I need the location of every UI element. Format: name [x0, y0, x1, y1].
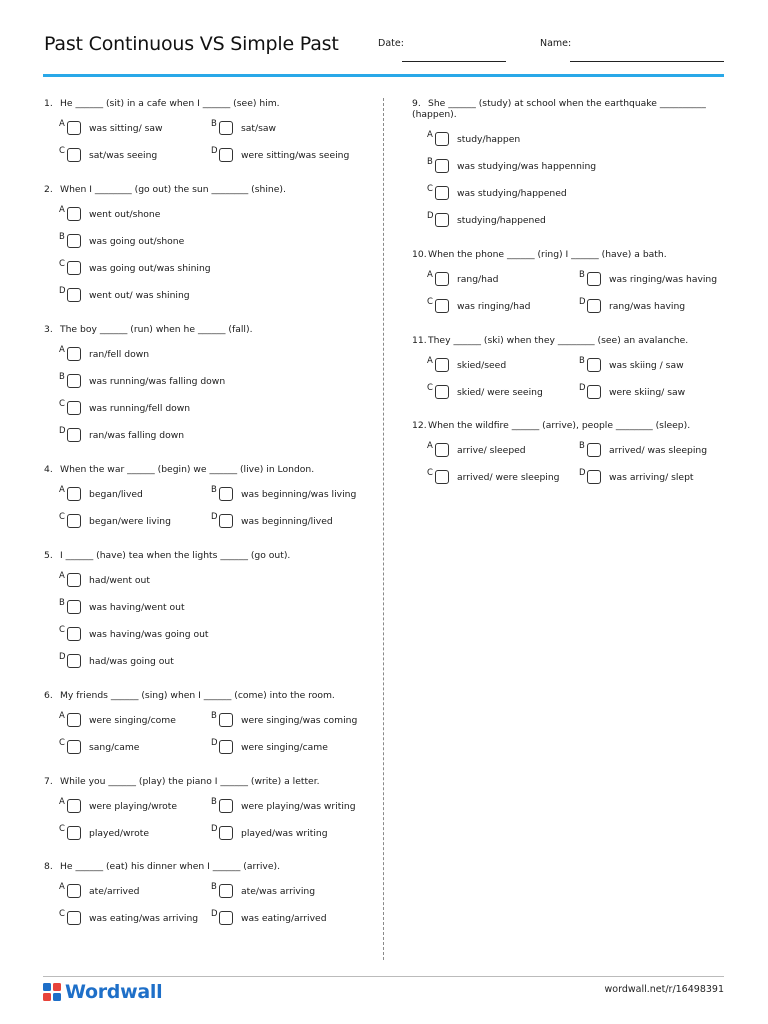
option-label: was studying/was happenning — [457, 161, 597, 172]
option-label: studying/happened — [457, 215, 546, 226]
question-number: 6. — [44, 690, 53, 701]
question-text — [44, 98, 280, 109]
question-text — [412, 335, 688, 346]
option-letter: B — [211, 119, 217, 129]
option-checkbox[interactable] — [219, 799, 233, 813]
option-letter: A — [427, 441, 433, 451]
option-letter: C — [59, 625, 65, 635]
option-letter: D — [427, 211, 434, 221]
option-letter: A — [427, 356, 433, 366]
option-letter: C — [427, 297, 433, 307]
date-field-line[interactable] — [402, 61, 506, 62]
option-letter: B — [427, 157, 433, 167]
option-letter: A — [427, 130, 433, 140]
option-letter: D — [211, 512, 218, 522]
option-label: was eating/arrived — [241, 913, 327, 924]
option-letter: C — [59, 909, 65, 919]
option-letter: D — [579, 383, 586, 393]
option-letter: B — [59, 598, 65, 608]
option-label: skied/ were seeing — [457, 387, 543, 398]
option-label: arrived/ was sleeping — [609, 445, 708, 456]
option-checkbox[interactable] — [219, 514, 233, 528]
option-checkbox[interactable] — [67, 261, 81, 275]
question-prompt: He ______ (sit) in a cafe when I ______ (see) him. — [60, 98, 280, 109]
option-checkbox[interactable] — [67, 713, 81, 727]
option-letter: C — [427, 468, 433, 478]
option-letter: B — [579, 356, 585, 366]
option-letter: A — [59, 571, 65, 581]
option-label: rang/had — [457, 274, 499, 285]
option-label: sat/saw — [241, 123, 277, 134]
option-label: study/happen — [457, 134, 521, 145]
question-prompt: She ______ (study) at school when the earthquake __________ (happen). — [412, 98, 706, 120]
column-divider — [383, 98, 384, 960]
option-label: was ringing/was having — [609, 274, 718, 285]
question-text — [412, 420, 690, 431]
option-checkbox[interactable] — [435, 159, 449, 173]
option-label: were skiing/ saw — [609, 387, 686, 398]
option-checkbox[interactable] — [587, 385, 601, 399]
option-checkbox[interactable] — [219, 911, 233, 925]
option-checkbox[interactable] — [67, 654, 81, 668]
option-label: was beginning/lived — [241, 516, 333, 527]
option-label: sat/was seeing — [89, 150, 158, 161]
option-label: were sitting/was seeing — [241, 150, 350, 161]
option-label: ran/was falling down — [89, 430, 185, 441]
option-label: had/went out — [89, 575, 150, 586]
question-text — [44, 324, 253, 335]
option-checkbox[interactable] — [67, 884, 81, 898]
option-checkbox[interactable] — [435, 186, 449, 200]
question-number: 10. — [412, 249, 427, 260]
option-checkbox[interactable] — [67, 826, 81, 840]
option-checkbox[interactable] — [219, 148, 233, 162]
question-number: 9. — [412, 98, 421, 109]
option-label: were playing/was writing — [241, 801, 356, 812]
option-checkbox[interactable] — [435, 470, 449, 484]
option-checkbox[interactable] — [587, 358, 601, 372]
name-field-line[interactable] — [570, 61, 724, 62]
option-letter: B — [211, 797, 217, 807]
option-letter: D — [211, 146, 218, 156]
option-letter: D — [579, 468, 586, 478]
option-letter: C — [59, 512, 65, 522]
option-checkbox[interactable] — [67, 288, 81, 302]
option-label: played/was writing — [241, 828, 328, 839]
question-number: 12. — [412, 420, 427, 431]
option-label: was skiing / saw — [609, 360, 684, 371]
wordwall-logo — [43, 982, 162, 1002]
option-letter: D — [211, 738, 218, 748]
option-checkbox[interactable] — [67, 401, 81, 415]
option-checkbox[interactable] — [67, 148, 81, 162]
option-label: had/was going out — [89, 656, 174, 667]
question-number: 8. — [44, 861, 53, 872]
option-label: arrive/ sleeped — [457, 445, 526, 456]
option-label: was eating/was arriving — [89, 913, 199, 924]
option-checkbox[interactable] — [67, 799, 81, 813]
option-checkbox[interactable] — [219, 884, 233, 898]
option-checkbox[interactable] — [67, 374, 81, 388]
option-checkbox[interactable] — [587, 443, 601, 457]
option-checkbox[interactable] — [67, 514, 81, 528]
question-number: 2. — [44, 184, 53, 195]
footer-divider — [43, 976, 724, 977]
option-checkbox[interactable] — [67, 487, 81, 501]
option-checkbox[interactable] — [67, 573, 81, 587]
option-letter: B — [211, 711, 217, 721]
question-text — [44, 690, 335, 701]
question-text — [44, 184, 286, 195]
option-label: was going out/shone — [89, 236, 185, 247]
logo-text: Wordwall — [65, 981, 163, 1003]
option-checkbox[interactable] — [435, 272, 449, 286]
option-letter: C — [59, 399, 65, 409]
question-number: 5. — [44, 550, 53, 561]
page-title: Past Continuous VS Simple Past — [44, 33, 339, 55]
question-prompt: They ______ (ski) when they ________ (see) an avalanche. — [428, 335, 689, 346]
option-letter: C — [59, 824, 65, 834]
option-letter: B — [59, 372, 65, 382]
option-label: began/were living — [89, 516, 171, 527]
option-checkbox[interactable] — [67, 234, 81, 248]
option-letter: B — [211, 485, 217, 495]
date-label: Date: — [378, 38, 404, 49]
option-label: played/wrote — [89, 828, 149, 839]
option-checkbox[interactable] — [219, 826, 233, 840]
option-checkbox[interactable] — [67, 428, 81, 442]
option-letter: A — [59, 711, 65, 721]
option-letter: D — [59, 652, 66, 662]
option-checkbox[interactable] — [435, 358, 449, 372]
option-letter: A — [59, 485, 65, 495]
question-prompt: When the phone ______ (ring) I ______ (have) a bath. — [428, 249, 667, 260]
option-letter: D — [59, 286, 66, 296]
option-checkbox[interactable] — [219, 121, 233, 135]
option-checkbox[interactable] — [587, 299, 601, 313]
question-prompt: The boy ______ (run) when he ______ (fall). — [60, 324, 253, 335]
option-checkbox[interactable] — [435, 385, 449, 399]
option-label: was running/was falling down — [89, 376, 226, 387]
option-label: sang/came — [89, 742, 140, 753]
option-label: skied/seed — [457, 360, 507, 371]
option-checkbox[interactable] — [67, 740, 81, 754]
option-label: began/lived — [89, 489, 143, 500]
option-label: were singing/come — [89, 715, 176, 726]
question-prompt: When I ________ (go out) the sun ________ (shine). — [60, 184, 286, 195]
question-number: 4. — [44, 464, 53, 475]
option-label: was studying/happened — [457, 188, 567, 199]
option-letter: A — [59, 119, 65, 129]
option-label: was running/fell down — [89, 403, 191, 414]
question-text — [44, 464, 314, 475]
question-prompt: He ______ (eat) his dinner when I ______ (arrive). — [60, 861, 281, 872]
option-checkbox[interactable] — [587, 272, 601, 286]
option-letter: C — [59, 146, 65, 156]
option-letter: A — [59, 797, 65, 807]
question-text — [44, 550, 290, 561]
option-label: arrived/ were sleeping — [457, 472, 560, 483]
wordwall-logo-icon — [43, 983, 61, 1001]
option-label: was having/went out — [89, 602, 185, 613]
question-prompt: While you ______ (play) the piano I ______ (write) a letter. — [60, 776, 320, 787]
option-checkbox[interactable] — [435, 443, 449, 457]
option-letter: B — [579, 270, 585, 280]
worksheet-header — [0, 0, 768, 80]
option-label: were singing/came — [241, 742, 328, 753]
option-letter: C — [59, 738, 65, 748]
header-accent-bar — [43, 74, 724, 77]
option-letter: D — [211, 824, 218, 834]
option-checkbox[interactable] — [67, 627, 81, 641]
option-checkbox[interactable] — [67, 600, 81, 614]
option-label: was ringing/had — [457, 301, 531, 312]
option-label: ate/was arriving — [241, 886, 316, 897]
option-letter: C — [427, 383, 433, 393]
option-label: was sitting/ saw — [89, 123, 163, 134]
footer-url[interactable]: wordwall.net/r/16498391 — [604, 984, 724, 995]
option-checkbox[interactable] — [435, 299, 449, 313]
option-letter: B — [579, 441, 585, 451]
name-label: Name: — [540, 38, 572, 49]
option-letter: A — [427, 270, 433, 280]
question-text — [44, 776, 320, 787]
option-letter: C — [427, 184, 433, 194]
question-prompt: I ______ (have) tea when the lights ______ (go out). — [60, 550, 291, 561]
option-label: were playing/wrote — [89, 801, 178, 812]
option-label: was beginning/was living — [241, 489, 357, 500]
option-letter: C — [59, 259, 65, 269]
option-label: went out/ was shining — [89, 290, 190, 301]
option-letter: D — [211, 909, 218, 919]
question-prompt: My friends ______ (sing) when I ______ (come) into the room. — [60, 690, 335, 701]
option-checkbox[interactable] — [435, 132, 449, 146]
option-label: ate/arrived — [89, 886, 140, 897]
option-checkbox[interactable] — [67, 911, 81, 925]
option-checkbox[interactable] — [219, 740, 233, 754]
option-label: went out/shone — [89, 209, 161, 220]
option-label: rang/was having — [609, 301, 686, 312]
option-label: ran/fell down — [89, 349, 150, 360]
option-letter: A — [59, 205, 65, 215]
option-checkbox[interactable] — [219, 713, 233, 727]
question-text — [44, 861, 280, 872]
option-label: was arriving/ slept — [609, 472, 694, 483]
option-letter: D — [579, 297, 586, 307]
option-label: was having/was going out — [89, 629, 209, 640]
option-letter: B — [211, 882, 217, 892]
option-letter: B — [59, 232, 65, 242]
option-label: was going out/was shining — [89, 263, 211, 274]
question-number: 3. — [44, 324, 53, 335]
option-letter: A — [59, 345, 65, 355]
option-checkbox[interactable] — [67, 121, 81, 135]
option-checkbox[interactable] — [587, 470, 601, 484]
question-text — [412, 98, 712, 120]
question-number: 7. — [44, 776, 53, 787]
option-letter: A — [59, 882, 65, 892]
question-number: 11. — [412, 335, 427, 346]
question-prompt: When the war ______ (begin) we ______ (live) in London. — [60, 464, 315, 475]
option-checkbox[interactable] — [219, 487, 233, 501]
option-checkbox[interactable] — [67, 207, 81, 221]
option-checkbox[interactable] — [67, 347, 81, 361]
option-letter: D — [59, 426, 66, 436]
question-prompt: When the wildfire ______ (arrive), people ________ (sleep). — [428, 420, 691, 431]
question-number: 1. — [44, 98, 53, 109]
question-text — [412, 249, 667, 260]
option-checkbox[interactable] — [435, 213, 449, 227]
option-label: were singing/was coming — [241, 715, 358, 726]
